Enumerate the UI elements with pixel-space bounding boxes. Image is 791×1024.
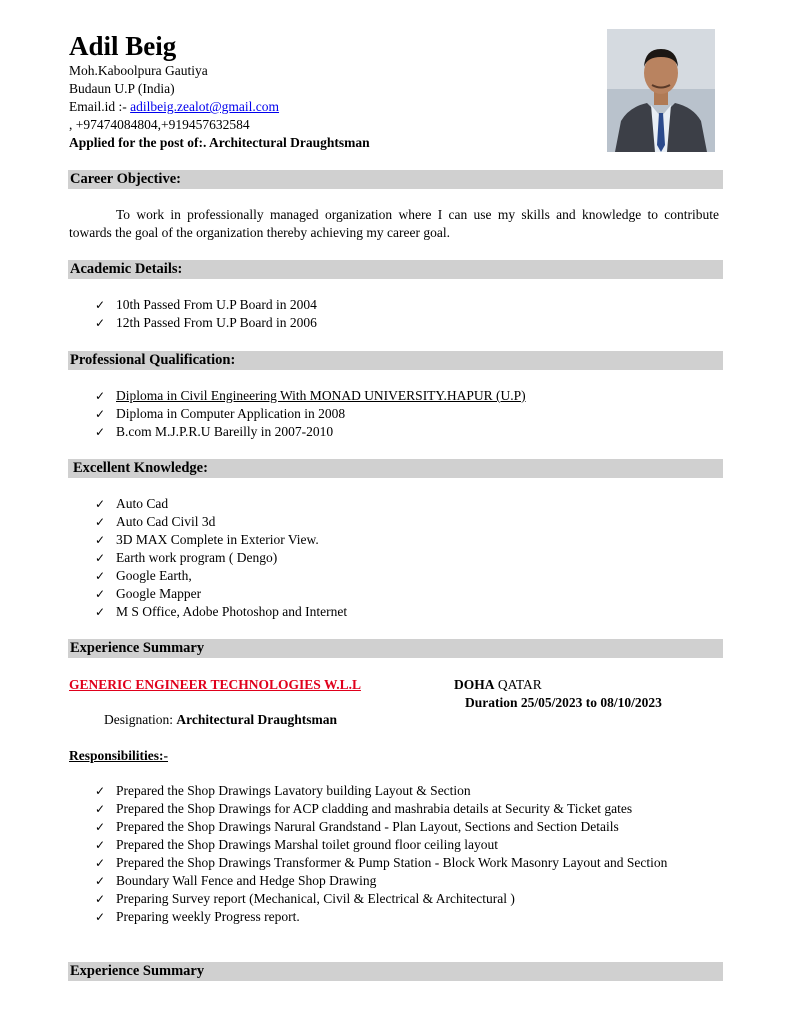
list-item: ✓ Auto Cad — [95, 496, 169, 511]
section-professional-qualification: Professional Qualification: — [68, 351, 723, 370]
list-item: ✓ 3D MAX Complete in Exterior View. — [95, 532, 319, 547]
person-portrait-icon — [607, 29, 715, 152]
contact-block — [69, 62, 370, 152]
email-link[interactable]: adilbeig.zealot@gmail.com — [130, 99, 280, 114]
list-item: ✓ Boundary Wall Fence and Hedge Shop Drawing — [95, 873, 377, 888]
list-item: ✓ Prepared the Shop Drawings Transformer & Pump Station - Block Work Masonry Layout and Section — [95, 855, 668, 870]
list-item: ✓ Diploma in Civil Engineering With MONAD UNIVERSITY.HAPUR (U.P) — [95, 388, 526, 403]
check-mark-icon: ✓ — [95, 892, 106, 906]
check-mark-icon: ✓ — [95, 515, 106, 529]
job-duration: Duration 25/05/2023 to 08/10/2023 — [465, 695, 662, 710]
list-item: ✓ Diploma in Computer Application in 2008 — [95, 406, 346, 421]
objective-text: To work in professionally managed organization where I can use my skills and knowledge to contribute towards the goal of the organization thereby achieving my career goal. — [69, 207, 719, 240]
job-designation: Designation: Architectural Draughtsman — [104, 712, 337, 727]
check-mark-icon: ✓ — [95, 838, 106, 852]
profile-photo — [607, 29, 715, 152]
list-item: ✓ B.com M.J.P.R.U Bareilly in 2007-2010 — [95, 424, 334, 439]
check-mark-icon: ✓ — [95, 569, 106, 583]
check-mark-icon: ✓ — [95, 910, 106, 924]
email-label: Email.id :- — [69, 99, 131, 114]
list-item: ✓ Preparing weekly Progress report. — [95, 909, 300, 924]
list-item: ✓ Prepared the Shop Drawings Marshal toilet ground floor ceiling layout — [95, 837, 499, 852]
company-name: GENERIC ENGINEER TECHNOLOGIES W.L.L — [69, 677, 361, 692]
check-mark-icon: ✓ — [95, 389, 106, 403]
list-item: ✓ 10th Passed From U.P Board in 2004 — [95, 297, 317, 312]
check-mark-icon: ✓ — [95, 587, 106, 601]
knowledge-list — [95, 495, 347, 621]
email-line — [69, 98, 370, 116]
academic-list — [95, 296, 317, 332]
check-mark-icon: ✓ — [95, 425, 106, 439]
list-item: ✓ Google Earth, — [95, 568, 192, 583]
check-mark-icon: ✓ — [95, 407, 106, 421]
list-item: ✓ Preparing Survey report (Mechanical, Civil & Electrical & Architectural ) — [95, 891, 515, 906]
list-item: ✓ 12th Passed From U.P Board in 2006 — [95, 315, 317, 330]
list-item: ✓ Prepared the Shop Drawings Lavatory building Layout & Section — [95, 783, 471, 798]
check-mark-icon: ✓ — [95, 298, 106, 312]
list-item: ✓ Earth work program ( Dengo) — [95, 550, 278, 565]
list-item: ✓ M S Office, Adobe Photoshop and Internet — [95, 604, 348, 619]
check-mark-icon: ✓ — [95, 874, 106, 888]
applied-post: Applied for the post of:. Architectural Draughtsman — [69, 135, 370, 150]
professional-list — [95, 387, 526, 441]
list-item: ✓ Prepared the Shop Drawings for ACP cladding and mashrabia details at Security & Ticket gates — [95, 801, 633, 816]
section-academic-details: Academic Details: — [68, 260, 723, 279]
check-mark-icon: ✓ — [95, 316, 106, 330]
job-location: DOHA QATAR — [454, 677, 542, 692]
section-experience-summary-2: Experience Summary — [68, 962, 723, 981]
check-mark-icon: ✓ — [95, 605, 106, 619]
check-mark-icon: ✓ — [95, 551, 106, 565]
list-item: ✓ Auto Cad Civil 3d — [95, 514, 216, 529]
section-experience-summary: Experience Summary — [68, 639, 723, 658]
list-item: ✓ Google Mapper — [95, 586, 202, 601]
check-mark-icon: ✓ — [95, 802, 106, 816]
phone-numbers: , +97474084804,+919457632584 — [69, 117, 250, 132]
address-line-2: Budaun U.P (India) — [69, 81, 175, 96]
section-career-objective: Career Objective: — [68, 170, 723, 189]
check-mark-icon: ✓ — [95, 784, 106, 798]
responsibilities-list — [95, 782, 716, 926]
check-mark-icon: ✓ — [95, 533, 106, 547]
check-mark-icon: ✓ — [95, 820, 106, 834]
check-mark-icon: ✓ — [95, 497, 106, 511]
check-mark-icon: ✓ — [95, 856, 106, 870]
candidate-name: Adil Beig — [69, 31, 177, 61]
list-item: ✓ Prepared the Shop Drawings Narural Grandstand - Plan Layout, Sections and Section Details — [95, 819, 619, 834]
responsibilities-heading: Responsibilities:- — [69, 748, 169, 763]
address-line-1: Moh.Kaboolpura Gautiya — [69, 63, 208, 78]
section-excellent-knowledge: Excellent Knowledge: — [68, 459, 723, 478]
